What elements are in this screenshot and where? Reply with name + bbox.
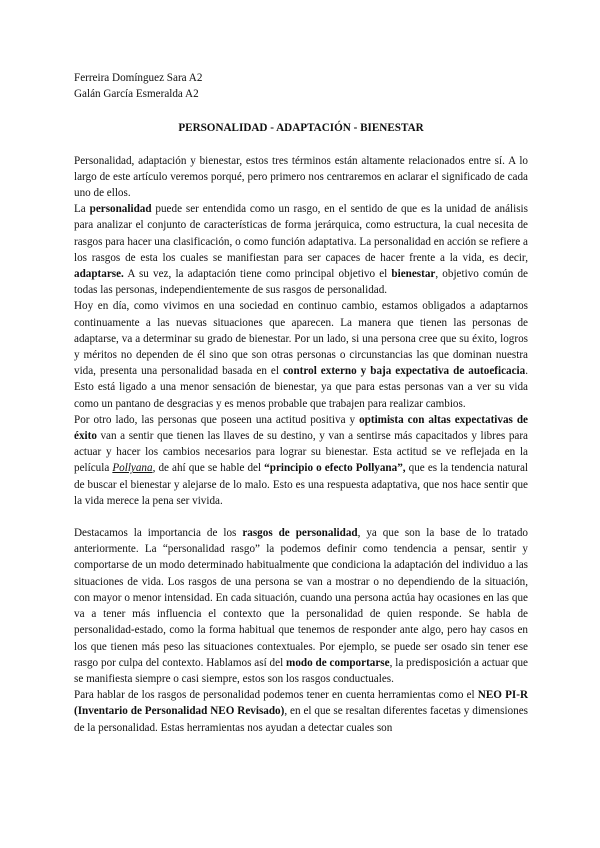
text-span: , ya que son la base de lo tratado anteriormente. La “personalidad rasgo” la podemos definir como tendencia a pensar, sentir y comportarse de un modo determinado habitualmente que condiciona la adaptación del individuo a las situaciones de vida. Los rasgos de una persona se van a mostrar o no dependiendo de la situación, con mayor o menor intensidad. En cada situación, cuando una persona actúa hay ocasiones en las que va a tener más influencia el contexto que la personalidad de quien responde. Se habla de personalidad-estado, como la forma habitual que tenemos de responder ante algo, pero hay casos en los que tienen más peso las situaciones contextuales. Por ejemplo, se puede ser osado sin tener ese rasgo por culpa del contexto. Hablamos así del <box>74 527 528 669</box>
bold-term-rasgos: rasgos de personalidad <box>242 527 358 540</box>
text-span: , en el que se resaltan diferentes facetas y dimensiones de la personalidad. Estas herramientas nos ayudan a detectar cuales son <box>74 705 528 734</box>
paragraph-optimismo <box>74 412 528 509</box>
text-span: La <box>74 203 90 216</box>
text-span: , objetivo común de todas las personas, independientemente de sus rasgos de personalidad. <box>74 268 528 297</box>
text-span: que es la tendencia natural de buscar el bienestar y alejarse de lo malo. Esto es una respuesta adaptativa, que nos hace sentir que la vida merece la pena ser vivida. <box>74 462 528 507</box>
bold-term-optimista: optimista con altas expectativas de éxito <box>74 413 528 443</box>
text-span: , de ahí que se hable del <box>152 462 265 475</box>
paragraph-neo-pi-r <box>74 687 528 736</box>
bold-term-personalidad: personalidad <box>89 203 152 216</box>
text-span: Hoy en día, como vivimos en una sociedad en continuo cambio, estamos obligados a adaptarnos continuamente a las nuevas situaciones que aparecen. La manera que tienen las personas de adaptarse, va a determinar su grado de bienestar. Por un lado, si una persona cree que su éxito, logros y méritos no dependen de él sino que son otras personas o circunstancias las que dominan nuestra vida, presenta una personalidad basada en el <box>74 300 528 378</box>
bold-term-efecto-pollyana: “principio o efecto Pollyana”, <box>264 462 406 475</box>
text-span: Por otro lado, las personas que poseen una actitud positiva y <box>74 413 360 426</box>
bold-term-bienestar: bienestar <box>391 268 436 281</box>
paragraph-rasgos <box>74 525 528 687</box>
text-span: . Esto está ligado a una menor sensación de bienestar, ya que para estas personas van a ver su vida como un pantano de desgracias y es menos probable que trabajen para realizar cambios. <box>74 365 528 410</box>
film-title-pollyana: Pollyana <box>112 462 153 475</box>
paragraph-control-externo <box>74 298 528 411</box>
text-span: A su vez, la adaptación tiene como principal objetivo el <box>123 268 392 281</box>
text-span: Para hablar de los rasgos de personalidad podemos tener en cuenta herramientas como el <box>74 689 478 702</box>
bold-term-modo-comportarse: modo de comportarse <box>286 656 390 669</box>
document-title: PERSONALIDAD - ADAPTACIÓN - BIENESTAR <box>178 122 424 135</box>
bold-term-adaptarse: adaptarse. <box>74 268 124 281</box>
paragraph-personalidad <box>74 201 528 298</box>
bold-term-control-externo: control externo y baja expectativa de autoeficacia <box>282 365 526 378</box>
text-span: puede ser entendida como un rasgo, en el sentido de que es la unidad de análisis para analizar el conjunto de características de forma jerárquica, como estructura, la cual necesita de rasgos para hacer una clasificación, o como función adaptativa. La personalidad en acción se refiere a los rasgos de esta los cuales se manifiestan para ser capaces de hacer frente a la vida, es decir, <box>74 203 528 264</box>
text-span: , la predisposición a actuar que se manifiesta siempre o casi siempre, estos son los rasgos conductuales. <box>74 656 529 685</box>
author-line-1: Ferreira Domínguez Sara A2 <box>74 72 203 84</box>
document-body <box>74 70 528 736</box>
text-span: van a sentir que tienen las llaves de su destino, y van a sentirse más capacitados y libres para actuar y hacer los cambios necesarios para lograr su bienestar. Esta actitud se ve reflejada en la película <box>74 430 528 475</box>
text-span: Destacamos la importancia de los <box>74 527 243 540</box>
author-line-2: Galán García Esmeralda A2 <box>74 88 199 101</box>
bold-term-neo-pi-r: NEO PI-R (Inventario de Personalidad NEO Revisado) <box>74 689 528 718</box>
paragraph-intro: Personalidad, adaptación y bienestar, estos tres términos están altamente relacionados entre sí. A lo largo de este artículo veremos porqué, pero primero nos centraremos en aclarar el significado de cada uno de ellos. <box>74 154 528 200</box>
